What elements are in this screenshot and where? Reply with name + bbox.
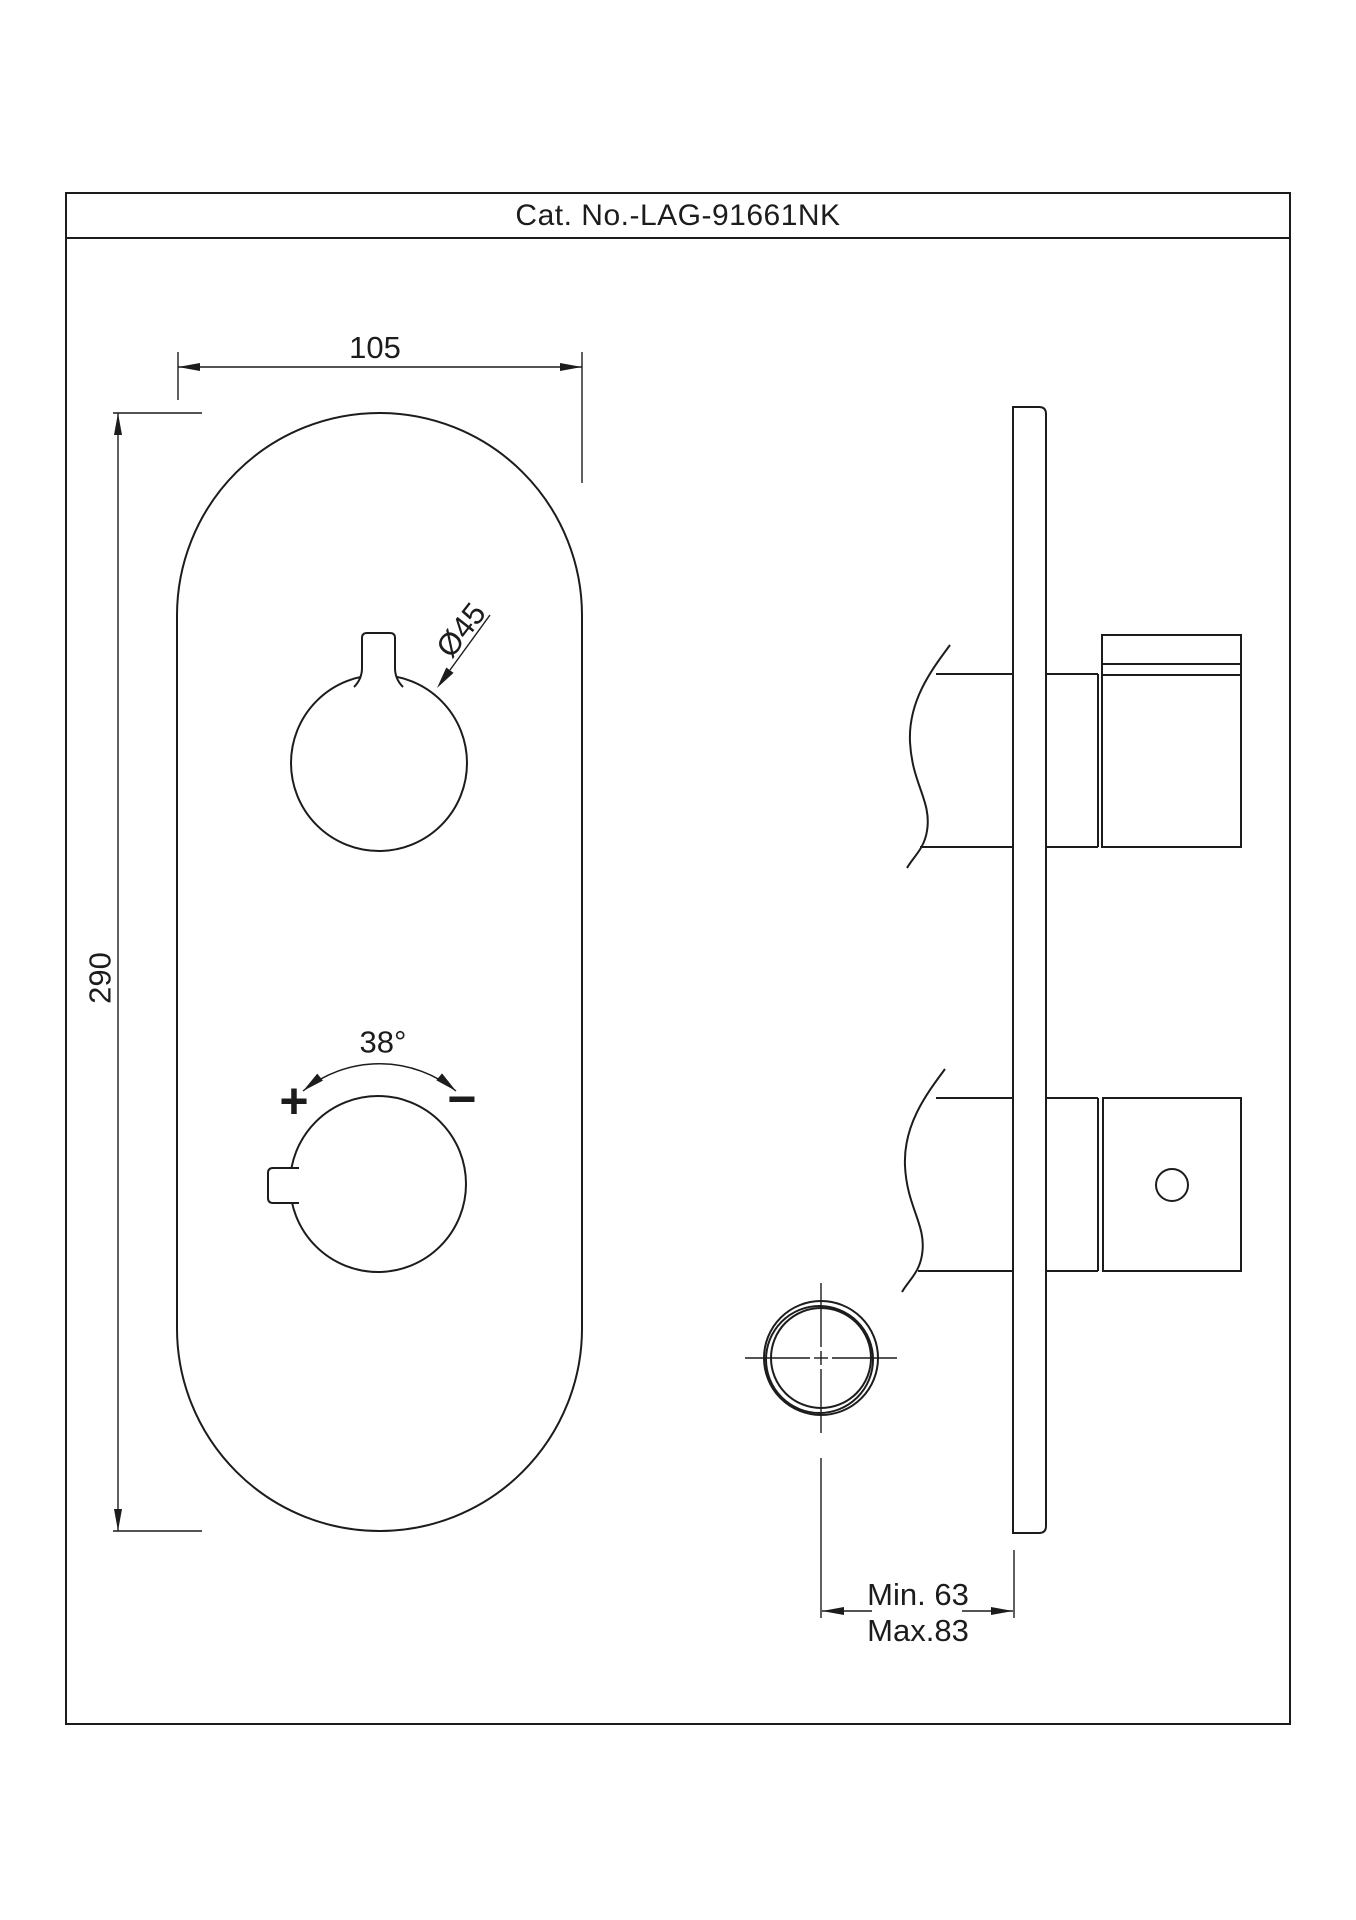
upper-valve-cap [1102, 635, 1241, 847]
lower-valve-screw-hole [1156, 1169, 1188, 1201]
angle-label: 38° [359, 1024, 407, 1060]
width-dimension [178, 330, 582, 483]
pipe-cross-section [745, 1283, 897, 1433]
diameter-leader-arrow [433, 668, 453, 691]
height-dim-label: 290 [82, 952, 118, 1004]
height-dimension [83, 413, 203, 1531]
upper-knob [291, 633, 467, 851]
angle-arc [303, 1064, 456, 1091]
drawing-title: Cat. No.-LAG-91661NK [515, 198, 841, 232]
plate-side-profile [1013, 407, 1046, 1533]
lower-knob-circle [290, 1096, 466, 1272]
diameter-callout [429, 596, 493, 691]
plate-outline [177, 413, 582, 1531]
lower-valve-body [902, 1069, 1241, 1292]
height-arrow-top [114, 413, 122, 435]
depth-max-label: Max.83 [867, 1613, 969, 1648]
upper-knob-tab [354, 633, 403, 687]
depth-arrow-right [991, 1607, 1013, 1615]
width-arrow-left [178, 363, 200, 371]
upper-wall-break-line [907, 645, 950, 868]
width-arrow-right [560, 363, 582, 371]
front-view [83, 330, 583, 1531]
diameter-label: Ø45 [429, 596, 493, 664]
side-view [745, 407, 1241, 1648]
plus-sign: + [279, 1073, 309, 1129]
depth-min-label: Min. 63 [867, 1577, 969, 1612]
upper-knob-circle [291, 675, 467, 851]
minus-sign: − [447, 1071, 477, 1127]
lower-knob-tab [268, 1168, 299, 1203]
depth-arrow-left [822, 1607, 844, 1615]
width-dim-label: 105 [349, 330, 401, 365]
height-arrow-bottom [114, 1509, 122, 1531]
lower-wall-break-line [902, 1069, 945, 1292]
depth-dimension [821, 1458, 1014, 1648]
upper-valve-body [907, 635, 1241, 868]
